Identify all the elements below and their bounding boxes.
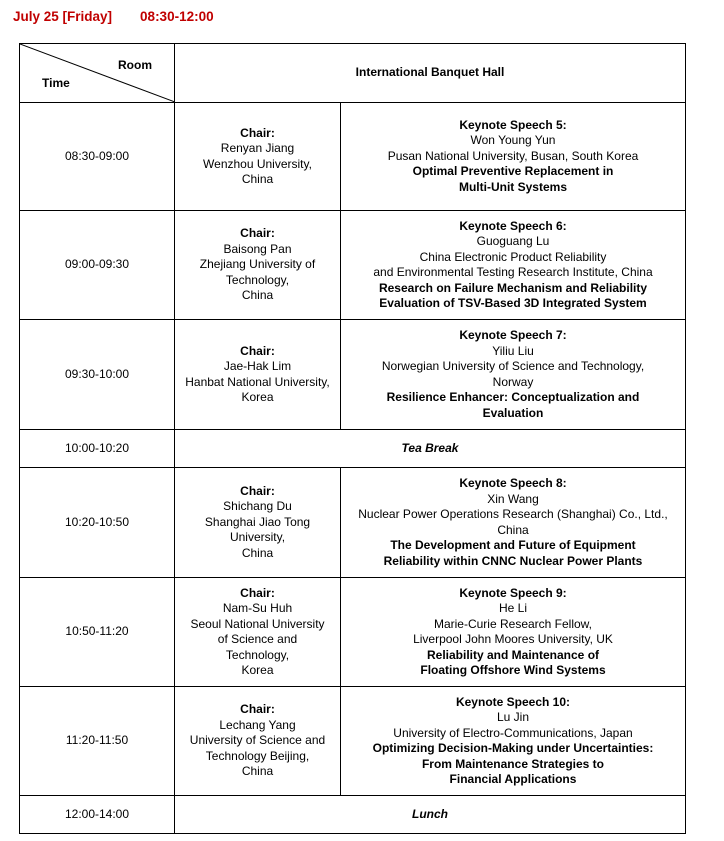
chair-label: Chair:	[240, 585, 275, 600]
keynote-number: Keynote Speech 6:	[459, 218, 567, 233]
keynote-cell	[341, 578, 686, 687]
talk-title: Financial Applications	[449, 772, 577, 786]
keynote-number: Keynote Speech 5:	[459, 117, 567, 132]
talk-title: Reliability and Maintenance of	[426, 647, 600, 662]
chair-line: Jae-Hak Lim	[223, 359, 292, 373]
chair-line: Hanbat National University,	[185, 374, 330, 389]
chair-line: University of Science and	[189, 733, 326, 748]
keynote-number: Keynote Speech 7:	[459, 328, 567, 342]
chair-cell	[175, 578, 341, 687]
break-row	[20, 430, 686, 468]
session-row	[20, 320, 686, 430]
lunch-time: 12:00-14:00	[20, 796, 175, 834]
chair-line: Seoul National University	[190, 616, 325, 631]
talk-title: Evaluation of TSV-Based 3D Integrated System	[379, 296, 647, 310]
date-label: July 25 [Friday]	[13, 9, 113, 24]
talk-title: Evaluation	[482, 405, 544, 420]
chair-label: Chair:	[240, 483, 275, 498]
session-row	[20, 578, 686, 687]
session-time: 08:30-09:00	[20, 103, 175, 211]
chair-label: Chair:	[240, 343, 275, 358]
chair-line: Korea	[241, 663, 274, 677]
speaker-affiliation: Nuclear Power Operations Research (Shanghai) Co., Ltd.,	[358, 507, 668, 521]
chair-line: Technology Beijing,	[205, 748, 310, 763]
speaker-affiliation: Pusan National University, Busan, South Korea	[387, 148, 639, 163]
keynote-number: Keynote Speech 10:	[455, 694, 571, 709]
keynote-number: Keynote Speech 9:	[459, 585, 567, 600]
keynote-cell	[341, 103, 686, 211]
chair-cell	[175, 103, 341, 211]
session-row	[20, 468, 686, 578]
chair-line: Korea	[241, 390, 274, 404]
speaker-affiliation: Norwegian University of Science and Technology,	[381, 359, 645, 373]
speaker-affiliation: China Electronic Product Reliability	[419, 249, 607, 264]
chair-line: Shanghai Jiao Tong	[204, 514, 311, 529]
speaker-affiliation: University of Electro-Communications, Japan	[393, 725, 633, 740]
talk-title: From Maintenance Strategies to	[421, 756, 605, 771]
speaker-affiliation: China	[497, 522, 529, 537]
break-time: 10:00-10:20	[20, 430, 175, 468]
chair-line: China	[241, 764, 274, 779]
corner-cell	[20, 44, 175, 103]
speaker-affiliation: Norway	[492, 374, 534, 389]
chair-cell	[175, 320, 341, 430]
lunch-row	[20, 796, 686, 834]
hall-header: International Banquet Hall	[175, 44, 686, 103]
schedule-table	[19, 43, 686, 834]
keynote-cell	[341, 687, 686, 796]
chair-cell	[175, 687, 341, 796]
chair-label: Chair:	[240, 226, 275, 241]
chair-line: Lechang Yang	[219, 717, 296, 732]
room-header: Room	[118, 58, 152, 72]
chair-cell	[175, 468, 341, 578]
speaker-name: Lu Jin	[496, 710, 530, 724]
speaker-affiliation: and Environmental Testing Research Institute, China	[373, 265, 653, 279]
talk-title: Multi-Unit Systems	[458, 179, 567, 194]
speaker-affiliation: Liverpool John Moores University, UK	[413, 632, 613, 646]
speaker-name: Yiliu Liu	[492, 343, 534, 358]
chair-line: Shichang Du	[223, 499, 292, 514]
session-row	[20, 687, 686, 796]
speaker-name: Guoguang Lu	[476, 234, 550, 248]
chair-line: Technology,	[225, 272, 290, 287]
talk-title: Reliability within CNNC Nuclear Power Plants	[383, 553, 643, 568]
chair-line: Nam-Su Huh	[222, 601, 293, 615]
tea-break-label: Tea Break	[175, 430, 686, 468]
lunch-label: Lunch	[175, 796, 686, 834]
keynote-cell	[341, 320, 686, 430]
talk-title: Floating Offshore Wind Systems	[420, 663, 606, 677]
schedule-header	[13, 9, 214, 24]
keynote-cell	[341, 211, 686, 320]
session-row	[20, 211, 686, 320]
keynote-cell	[341, 468, 686, 578]
chair-line: Renyan Jiang	[220, 141, 295, 155]
talk-title: Research on Failure Mechanism and Reliability	[378, 280, 648, 295]
talk-title: Optimal Preventive Replacement in	[412, 164, 614, 179]
time-range-label: 08:30-12:00	[140, 9, 214, 24]
session-row	[20, 103, 686, 211]
chair-cell	[175, 211, 341, 320]
chair-line: of Science and	[217, 632, 298, 646]
chair-line: China	[241, 288, 274, 303]
chair-line: Baisong Pan	[223, 241, 292, 256]
talk-title: Resilience Enhancer: Conceptualization and	[386, 390, 640, 404]
keynote-number: Keynote Speech 8:	[459, 476, 567, 490]
speaker-name: Won Young Yun	[470, 133, 556, 148]
speaker-name: He Li	[498, 601, 527, 615]
talk-title: The Development and Future of Equipment	[390, 538, 636, 552]
session-time: 10:50-11:20	[20, 578, 175, 687]
time-header: Time	[42, 76, 70, 90]
chair-line: University,	[229, 530, 286, 545]
chair-line: Technology,	[225, 647, 290, 662]
chair-label: Chair:	[240, 125, 275, 140]
header-row	[20, 44, 686, 103]
talk-title: Optimizing Decision-Making under Uncertainties:	[372, 741, 654, 755]
session-time: 10:20-10:50	[20, 468, 175, 578]
chair-line: Zhejiang University of	[199, 257, 316, 272]
speaker-name: Xin Wang	[487, 491, 539, 506]
chair-label: Chair:	[240, 702, 275, 717]
chair-line: China	[241, 545, 274, 560]
session-time: 09:30-10:00	[20, 320, 175, 430]
speaker-affiliation: Marie-Curie Research Fellow,	[433, 616, 593, 631]
chair-line: Wenzhou University,	[203, 156, 312, 171]
session-time: 11:20-11:50	[20, 687, 175, 796]
session-time: 09:00-09:30	[20, 211, 175, 320]
chair-line: China	[241, 172, 274, 186]
